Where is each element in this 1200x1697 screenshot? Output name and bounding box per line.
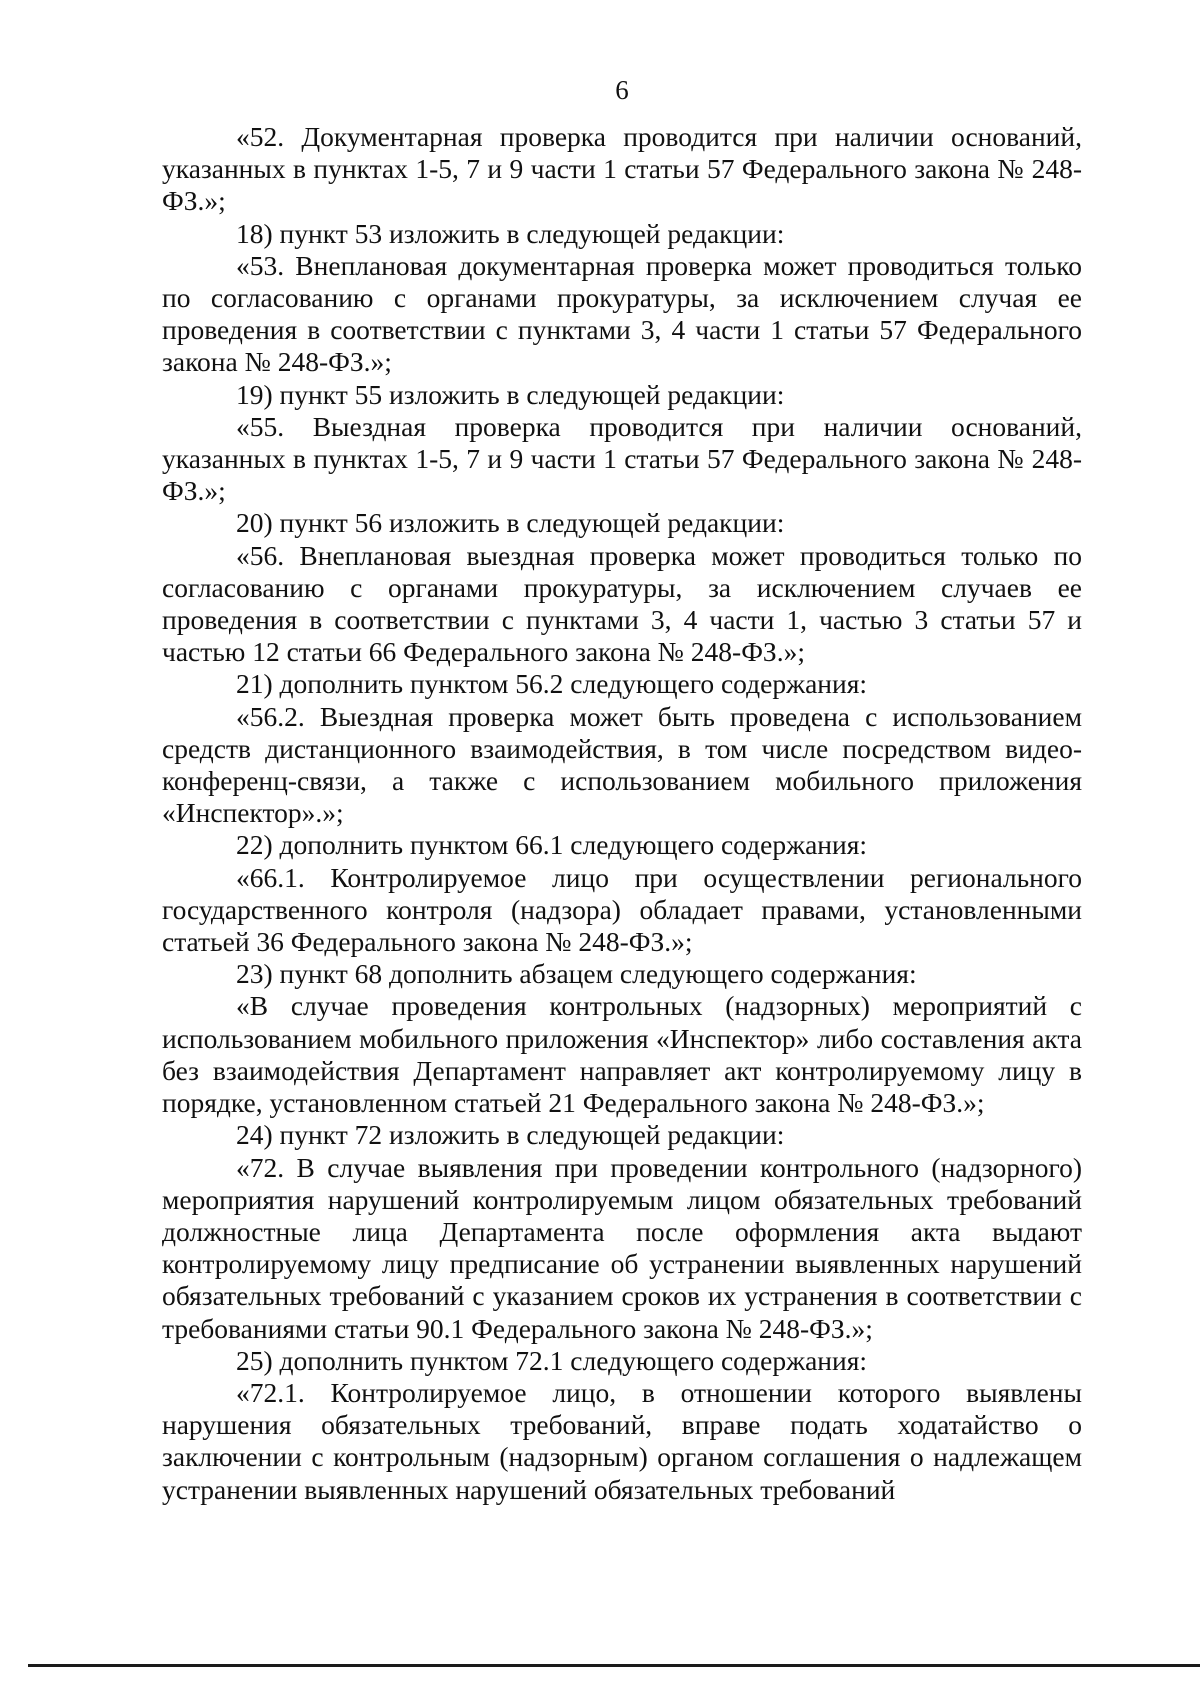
paragraph-item-23: 23) пункт 68 дополнить абзацем следующего содержания: [236,958,917,990]
paragraph-68-addition: «В случае проведения контрольных (надзорных) мероприятий с использованием мобильного приложения «Инспектор» либо составления акта без взаимодействия Департамент направляет акт контролируемому лицу в порядке, установленном статьей 21 Федерального закона № 248-ФЗ.»; [162,990,1082,1119]
paragraph-53: «53. Внеплановая документарная проверка может проводиться только по согласованию с органами прокуратуры, за исключением случая ее проведения в соответствии с пунктами 3, 4 части 1 статьи 57 Федерального закона № 248-ФЗ.»; [162,249,1082,378]
paragraph-item-21: 21) дополнить пунктом 56.2 следующего содержания: [236,668,868,700]
paragraph-item-25: 25) дополнить пунктом 72.1 следующего содержания: [236,1344,868,1376]
paragraph-55: «55. Выездная проверка проводится при наличии оснований, указанных в пунктах 1-5, 7 и 9 части 1 статьи 57 Федерального закона № 248-ФЗ.»; [162,410,1082,507]
paragraph-72: «72. В случае выявления при проведении контрольного (надзорного) мероприятия нарушений контролируемым лицом обязательных требований должностные лица Департамента после оформления акта выдают контролируемому лицу предписание об устранении выявленных нарушений обязательных требований с указанием сроков их устранения в соответствии с требованиями статьи 90.1 Федерального закона № 248-ФЗ.»; [162,1151,1082,1344]
paragraph-56-2: «56.2. Выездная проверка может быть проведена с использованием средств дистанционного взаимодействия, в том числе посредством видео-конференц-связи, а также с использованием мобильного приложения «Инспектор».»; [162,700,1082,829]
document-body [162,121,1082,1506]
paragraph-item-22: 22) дополнить пунктом 66.1 следующего содержания: [236,829,868,861]
paragraph-item-24: 24) пункт 72 изложить в следующей редакции: [236,1119,785,1151]
paragraph-72-1: «72.1. Контролируемое лицо, в отношении которого выявлены нарушения обязательных требований, вправе подать ходатайство о заключении с контрольным (надзорным) органом соглашения о надлежащем устранении выявленных нарушений обязательных требований [162,1376,1082,1505]
paragraph-66-1: «66.1. Контролируемое лицо при осуществлении регионального государственного контроля (надзора) обладает правами, установленными статьей 36 Федерального закона № 248-ФЗ.»; [162,861,1082,958]
paragraph-item-19: 19) пункт 55 изложить в следующей редакции: [236,378,785,410]
paragraph-item-18: 18) пункт 53 изложить в следующей редакции: [236,217,785,249]
page-bottom-border [28,1664,1200,1667]
page-number: 6 [615,75,629,105]
paragraph-56: «56. Внеплановая выездная проверка может проводиться только по согласованию с органами прокуратуры, за исключением случаев ее проведения в соответствии с пунктами 3, 4 части 1, частью 3 статьи 57 и частью 12 статьи 66 Федерального закона № 248-ФЗ.»; [162,539,1082,668]
paragraph-52: «52. Документарная проверка проводится при наличии оснований, указанных в пунктах 1-5, 7 и 9 части 1 статьи 57 Федерального закона № 248-ФЗ.»; [162,121,1082,217]
paragraph-item-20: 20) пункт 56 изложить в следующей редакции: [236,507,785,539]
